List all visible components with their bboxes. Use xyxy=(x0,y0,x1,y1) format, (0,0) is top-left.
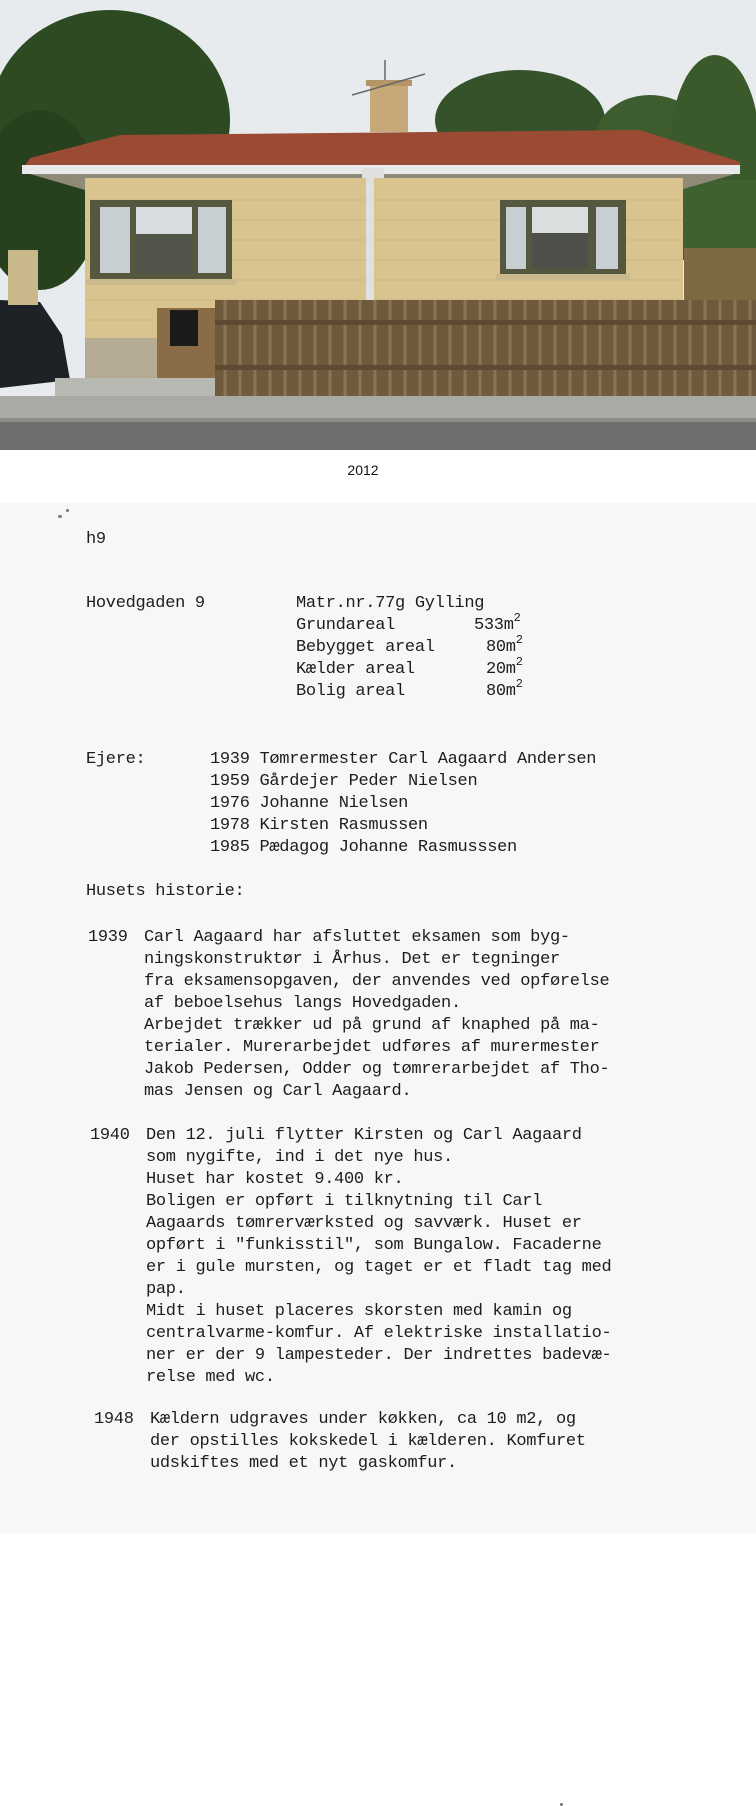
history-line: pap. xyxy=(146,1280,186,1299)
history-line: Aagaards tømrerværksted og savværk. Huset er xyxy=(146,1214,582,1233)
scanned-document xyxy=(0,503,756,1533)
history-label: Husets historie: xyxy=(86,882,245,901)
history-year: 1948 xyxy=(94,1410,134,1429)
owner-entry: 1976 Johanne Nielsen xyxy=(210,794,409,813)
house-photo-icon xyxy=(0,0,756,450)
owner-entry: 1978 Kirsten Rasmussen xyxy=(210,816,428,835)
area-exponent: 2 xyxy=(515,677,523,691)
owners-label: Ejere: xyxy=(86,750,146,769)
area-value xyxy=(474,611,521,637)
area-number: 20m xyxy=(486,660,516,679)
history-line: Den 12. juli flytter Kirsten og Carl Aagaard xyxy=(146,1126,582,1145)
history-line: Midt i huset placeres skorsten med kamin og xyxy=(146,1302,572,1321)
owner-entry: 1959 Gårdejer Peder Nielsen xyxy=(210,772,478,791)
photo-caption: 2012 xyxy=(347,462,379,478)
history-line: af beboelsehus langs Hovedgaden. xyxy=(144,994,461,1013)
area-label: Bebygget areal xyxy=(296,638,435,657)
history-line: opført i "funkisstil", som Bungalow. Facaderne xyxy=(146,1236,602,1255)
history-year: 1939 xyxy=(88,928,128,947)
owner-entry: 1939 Tømrermester Carl Aagaard Andersen xyxy=(210,750,597,769)
document-code: h9 xyxy=(86,530,106,549)
history-line: der opstilles kokskedel i kælderen. Komfuret xyxy=(150,1432,586,1451)
scan-speck xyxy=(58,515,62,518)
history-line: Kældern udgraves under køkken, ca 10 m2, og xyxy=(150,1410,576,1429)
history-line: Jakob Pedersen, Odder og tømrerarbejdet af Tho- xyxy=(144,1060,610,1079)
area-label: Kælder areal xyxy=(296,660,415,679)
history-line: fra eksamensopgaven, der anvendes ved opførelse xyxy=(144,972,610,991)
history-line: Arbejdet trækker ud på grund af knaphed på ma- xyxy=(144,1016,600,1035)
matr-number: Matr.nr.77g Gylling xyxy=(296,594,485,613)
area-label: Grundareal xyxy=(296,616,396,635)
history-year: 1940 xyxy=(90,1126,130,1145)
history-line: Boligen er opført i tilknytning til Carl xyxy=(146,1192,543,1211)
address: Hovedgaden 9 xyxy=(86,594,205,613)
history-line: centralvarme-komfur. Af elektriske installatio- xyxy=(146,1324,612,1343)
history-line: mas Jensen og Carl Aagaard. xyxy=(144,1082,412,1101)
history-line: Carl Aagaard har afsluttet eksamen som byg- xyxy=(144,928,570,947)
area-number: 80m xyxy=(486,638,516,657)
history-line: ner er der 9 lampesteder. Der indrettes badevæ- xyxy=(146,1346,612,1365)
area-value xyxy=(486,677,523,703)
area-exponent: 2 xyxy=(515,655,523,669)
owner-entry: 1985 Pædagog Johanne Rasmusssen xyxy=(210,838,517,857)
history-line: ningskonstruktør i Århus. Det er tegninger xyxy=(144,950,560,969)
scan-speck xyxy=(66,509,69,512)
area-number: 533m xyxy=(474,616,514,635)
house-photo xyxy=(0,0,756,450)
area-exponent: 2 xyxy=(513,611,521,625)
history-line: udskiftes med et nyt gaskomfur. xyxy=(150,1454,457,1473)
area-number: 80m xyxy=(486,682,516,701)
history-line: Huset har kostet 9.400 kr. xyxy=(146,1170,404,1189)
area-exponent: 2 xyxy=(515,633,523,647)
history-line: er i gule mursten, og taget er et fladt tag med xyxy=(146,1258,612,1277)
history-line: som nygifte, ind i det nye hus. xyxy=(146,1148,453,1167)
history-line: terialer. Murerarbejdet udføres af murermester xyxy=(144,1038,600,1057)
area-label: Bolig areal xyxy=(296,682,405,701)
history-line: relse med wc. xyxy=(146,1368,275,1387)
